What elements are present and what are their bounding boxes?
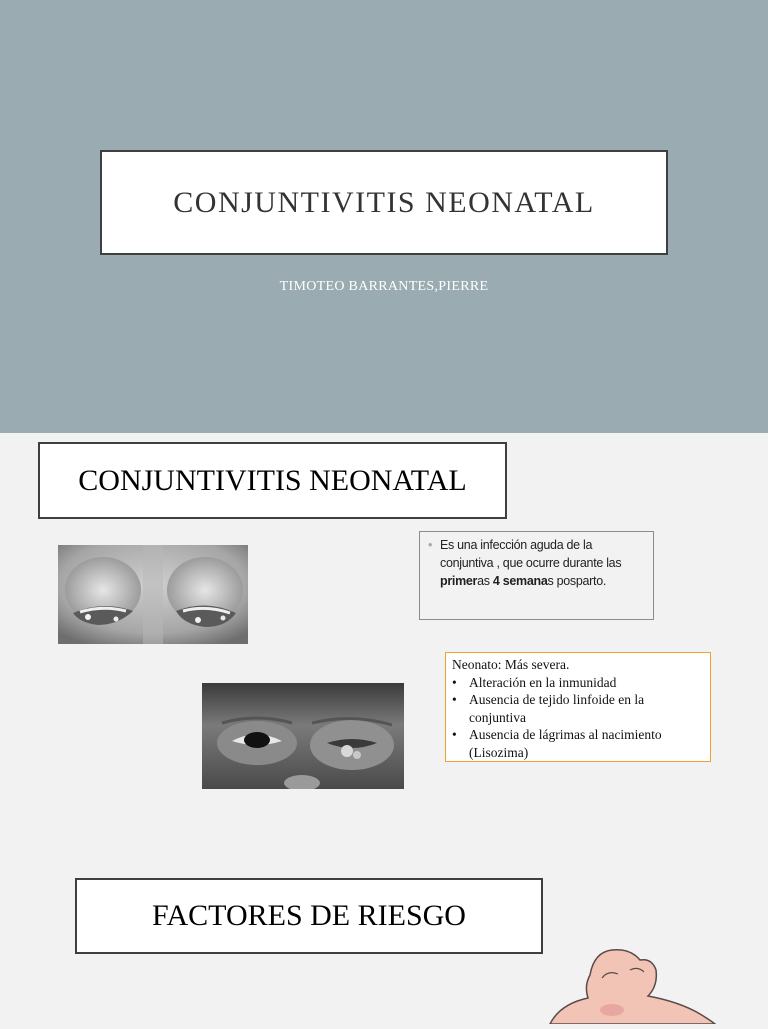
baby-hand-illustration — [540, 940, 768, 1024]
bullet-dot-icon: • — [428, 538, 433, 552]
definition-item — [428, 536, 645, 590]
list-item: • Alteración en la inmunidad — [452, 674, 617, 690]
list-item: • Ausencia de lágrimas al nacimiento (Lisozima) — [452, 727, 662, 760]
bullet-icon: • — [452, 692, 457, 707]
factores-heading-box — [75, 878, 543, 954]
bullet-icon: • — [452, 727, 457, 742]
factores-heading: FACTORES DE RIESGO — [152, 899, 466, 932]
neonato-list — [452, 674, 704, 762]
neonato-intro: Neonato: Más severa. — [452, 657, 570, 672]
infant-eye-photo — [202, 683, 404, 789]
section-heading-box — [38, 442, 507, 519]
definition-box — [419, 531, 654, 620]
title-box — [100, 150, 668, 255]
neonate-eyes-photo — [58, 545, 248, 644]
bullet-icon: • — [452, 674, 457, 690]
title-slide — [0, 0, 768, 433]
list-item: • Ausencia de tejido linfoide en la conjuntiva — [452, 692, 645, 725]
slide-title: CONJUNTIVITIS NEONATAL — [173, 185, 595, 219]
section-heading: CONJUNTIVITIS NEONATAL — [78, 463, 467, 497]
slide-author: TIMOTEO BARRANTES,PIERRE — [279, 279, 489, 294]
neonato-box — [445, 652, 711, 762]
definition-text: Es una infección aguda de la conjuntiva , que ocurre durante las primeras 4 semanas posparto. — [440, 538, 622, 588]
